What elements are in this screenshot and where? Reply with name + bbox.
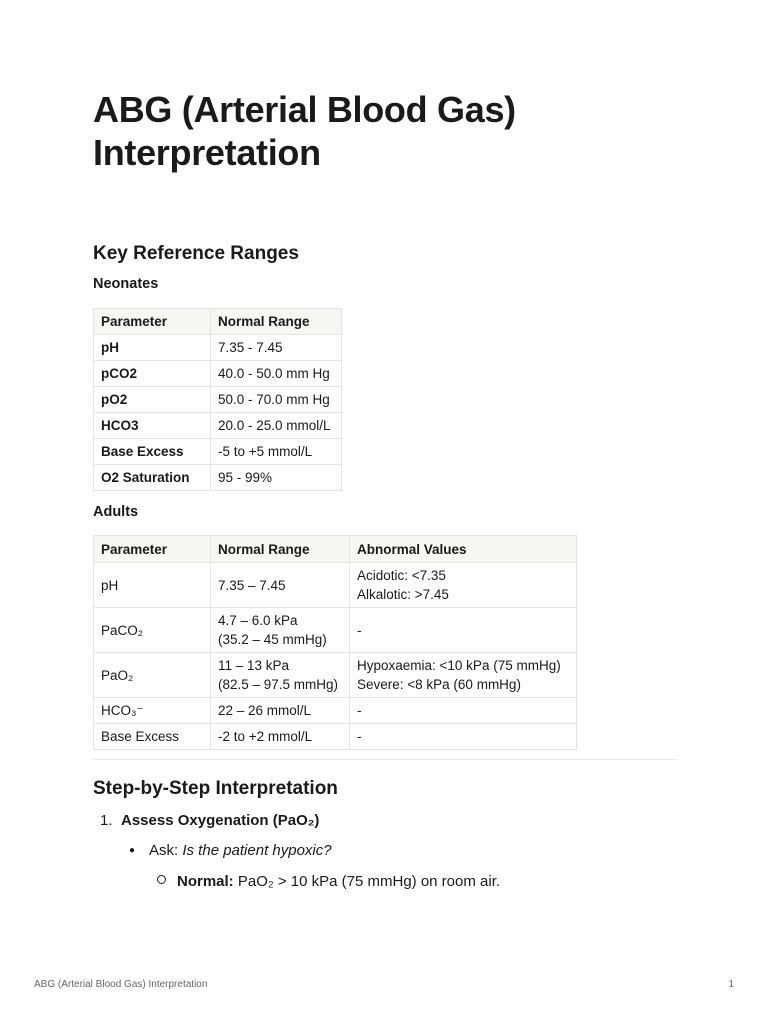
section-heading-reference-ranges: Key Reference Ranges [93,243,299,264]
param-cell: HCO₃⁻ [94,698,211,724]
range-cell: -5 to +5 mmol/L [211,439,342,465]
page-number: 1 [728,979,734,990]
normal-text: PaO₂ > 10 kPa (75 mmHg) on room air. [233,873,501,890]
table-row [94,465,342,491]
range-cell: 20.0 - 25.0 mmol/L [211,413,342,439]
param-cell: Base Excess [94,724,211,750]
range-line: 22 – 26 mmol/L [218,703,312,718]
range-line: (35.2 – 45 mmHg) [218,632,327,647]
range-cell [211,563,350,608]
range-line: -2 to +2 mmol/L [218,729,313,744]
table-row [94,653,577,698]
table-row [94,335,342,361]
table-row [94,439,342,465]
range-cell [211,653,350,698]
subheading-neonates: Neonates [93,276,159,292]
adults-table [93,535,577,750]
range-cell: 7.35 - 7.45 [211,335,342,361]
section-divider [93,759,677,760]
table-row [94,387,342,413]
param-cell: Base Excess [94,439,211,465]
table-row [94,361,342,387]
column-header: Parameter [94,309,211,335]
ask-question: Is the patient hypoxic? [182,842,332,859]
param-cell: pO2 [94,387,211,413]
table-row [94,724,577,750]
abnormal-line: Alkalotic: >7.45 [357,587,449,602]
param-cell: pH [94,563,211,608]
column-header: Normal Range [211,536,350,563]
param-cell: pCO2 [94,361,211,387]
step-item [93,812,319,829]
section-heading-steps: Step-by-Step Interpretation [93,778,338,799]
footer-title: ABG (Arterial Blood Gas) Interpretation [34,979,208,990]
step-number: 1. [100,812,113,829]
step-label: Assess Oxygenation (PaO₂) [121,812,320,829]
param-cell: HCO3 [94,413,211,439]
document-page [93,88,677,890]
table-row [94,413,342,439]
range-line: 7.35 – 7.45 [218,577,286,593]
normal-label: Normal: [177,873,234,890]
range-cell [211,608,350,653]
abnormal-cell [350,653,577,698]
abnormal-line: Acidotic: <7.35 [357,568,446,583]
table-row [94,563,577,608]
column-header: Normal Range [211,309,342,335]
table-header-row [94,309,342,335]
list-item [129,842,332,859]
range-cell [211,724,350,750]
param-cell: pH [94,335,211,361]
range-line: (82.5 – 97.5 mmHg) [218,677,339,692]
abnormal-line: Hypoxaemia: <10 kPa (75 mmHg) [357,658,561,673]
abnormal-cell [350,608,577,653]
column-header: Abnormal Values [350,536,577,563]
range-cell: 50.0 - 70.0 mm Hg [211,387,342,413]
range-line: 4.7 – 6.0 kPa [218,613,298,628]
column-header: Parameter [94,536,211,563]
range-cell [211,698,350,724]
bullet-icon: ● [129,845,136,856]
param-cell: PaO₂ [94,653,211,698]
subheading-adults: Adults [93,504,139,520]
range-cell: 40.0 - 50.0 mm Hg [211,361,342,387]
param-cell: O2 Saturation [94,465,211,491]
param-cell: PaCO₂ [94,608,211,653]
page-title: ABG (Arterial Blood Gas) Interpretation [93,89,516,173]
list-item [157,873,500,890]
abnormal-line: - [357,703,362,718]
ask-prefix: Ask: [149,842,183,859]
abnormal-line: - [357,729,362,744]
table-row [94,608,577,653]
abnormal-line: - [357,622,362,638]
neonates-table [93,308,342,491]
hollow-bullet-icon [157,875,166,884]
table-row [94,698,577,724]
abnormal-cell [350,563,577,608]
range-cell: 95 - 99% [211,465,342,491]
table-header-row [94,536,577,563]
range-line: 11 – 13 kPa [218,658,290,673]
abnormal-line: Severe: <8 kPa (60 mmHg) [357,677,521,692]
abnormal-cell [350,724,577,750]
abnormal-cell [350,698,577,724]
